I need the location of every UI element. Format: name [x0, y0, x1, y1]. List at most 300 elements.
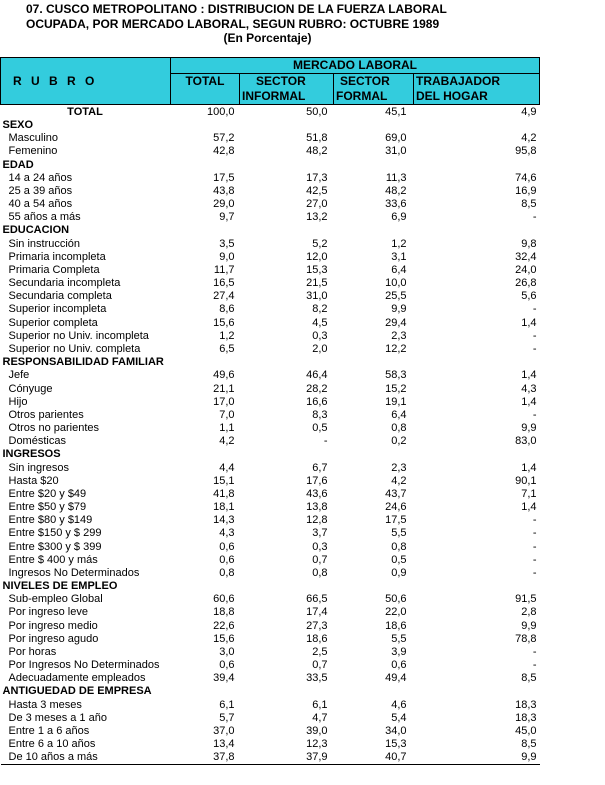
table-body	[1, 105, 540, 765]
table-row	[1, 198, 540, 211]
total-cell: 0,6	[219, 553, 235, 566]
section-header-row	[1, 159, 540, 172]
sector-informal-cell: 8,3	[312, 408, 328, 421]
sector-informal-cell: 42,5	[306, 184, 328, 197]
header-sector-formal: SECTOR FORMAL	[334, 74, 414, 105]
header-rubro: R U B R O	[1, 58, 171, 105]
row-label: Superior no Univ. incompleta	[8, 329, 149, 342]
row-label: Entre $300 y $ 399	[8, 540, 102, 553]
trabajador-hogar-cell: 8,5	[521, 672, 537, 685]
total-cell: 16,5	[213, 277, 235, 290]
trabajador-hogar-cell: 32,4	[515, 250, 537, 263]
row-label: Jefe	[8, 369, 30, 382]
sector-informal-cell	[240, 159, 334, 172]
total-cell: 3,0	[219, 645, 235, 658]
trabajador-hogar-cell: -	[532, 514, 537, 527]
row-label: De 10 años a más	[1, 751, 171, 765]
row-label: SEXO	[2, 119, 34, 132]
sector-informal-cell	[240, 685, 334, 698]
sector-formal-cell: 4,6	[391, 698, 407, 711]
row-label: EDUCACION	[2, 224, 70, 237]
total-cell	[171, 119, 240, 132]
trabajador-hogar-cell: 7,1	[521, 487, 537, 500]
header-total: TOTAL	[171, 74, 240, 105]
sector-formal-cell: 40,7	[334, 751, 414, 765]
sector-formal-cell	[334, 580, 414, 593]
trabajador-hogar-cell: -	[532, 540, 537, 553]
trabajador-hogar-cell: 91,5	[515, 593, 537, 606]
total-cell: 8,6	[219, 303, 235, 316]
table-row	[1, 646, 540, 659]
sector-informal-cell: 17,6	[306, 474, 328, 487]
total-cell: 37,8	[171, 751, 240, 765]
sector-informal-cell: 39,0	[306, 724, 328, 737]
sector-informal-cell	[240, 448, 334, 461]
sector-formal-cell: 43,7	[385, 487, 407, 500]
trabajador-hogar-cell: 2,8	[521, 606, 537, 619]
total-cell: 15,6	[213, 316, 235, 329]
row-label: Otros no parientes	[8, 422, 99, 435]
sector-formal-cell: 0,2	[391, 435, 407, 448]
sector-formal-cell: 17,5	[385, 514, 407, 527]
table-row	[1, 514, 540, 527]
row-label: Masculino	[8, 132, 59, 145]
table-row	[1, 330, 540, 343]
sector-informal-cell: 33,5	[306, 672, 328, 685]
trabajador-hogar-cell: 1,4	[521, 316, 537, 329]
trabajador-hogar-cell	[414, 159, 540, 172]
table-row	[1, 132, 540, 145]
sector-informal-cell	[240, 119, 334, 132]
total-cell	[171, 685, 240, 698]
sector-formal-cell	[334, 356, 414, 369]
total-cell: 18,1	[213, 501, 235, 514]
sector-informal-cell: 27,3	[306, 619, 328, 632]
trabajador-hogar-cell: 18,3	[515, 698, 537, 711]
total-cell: 49,6	[213, 369, 235, 382]
total-cell: 5,7	[219, 711, 235, 724]
trabajador-hogar-cell: 74,6	[515, 171, 537, 184]
table-row	[1, 343, 540, 356]
trabajador-hogar-cell: 4,2	[521, 132, 537, 145]
sector-informal-cell: 43,6	[306, 487, 328, 500]
table-row	[1, 527, 540, 540]
sector-informal-cell: 0,7	[312, 553, 328, 566]
trabajador-hogar-cell: 78,8	[515, 632, 537, 645]
row-label: Adecuadamente empleados	[8, 672, 146, 685]
trabajador-hogar-cell: 45,0	[515, 724, 537, 737]
sector-informal-cell: 6,7	[312, 461, 328, 474]
total-cell: 21,1	[213, 382, 235, 395]
sector-informal-cell: 0,7	[312, 659, 328, 672]
table-row	[1, 211, 540, 224]
sector-formal-cell: 58,3	[385, 369, 407, 382]
table-row	[1, 251, 540, 264]
sector-formal-cell: 33,6	[385, 198, 407, 211]
sector-informal-cell: 17,4	[306, 606, 328, 619]
trabajador-hogar-cell: -	[532, 553, 537, 566]
row-label: Superior completa	[8, 316, 98, 329]
trabajador-hogar-cell: 8,5	[521, 738, 537, 751]
total-cell: 6,1	[219, 698, 235, 711]
sector-informal-cell: 0,3	[312, 329, 328, 342]
total-cell: 4,2	[219, 435, 235, 448]
row-label: Hasta 3 meses	[8, 698, 82, 711]
total-cell: 3,5	[219, 237, 235, 250]
sector-formal-cell: 2,3	[391, 461, 407, 474]
trabajador-hogar-cell: -	[532, 329, 537, 342]
sector-informal-cell: -	[323, 435, 328, 448]
sector-informal-cell: 48,2	[306, 145, 328, 158]
sector-informal-cell: 17,3	[306, 171, 328, 184]
row-label: Sin ingresos	[8, 461, 70, 474]
row-label: Entre $150 y $ 299	[8, 527, 102, 540]
table-row	[1, 396, 540, 409]
total-cell	[171, 448, 240, 461]
sector-formal-cell	[334, 119, 414, 132]
sector-informal-cell: 5,2	[312, 237, 328, 250]
trabajador-hogar-cell: 1,4	[521, 501, 537, 514]
row-label: Entre $80 y $149	[8, 514, 93, 527]
table-row	[1, 435, 540, 448]
total-cell: 11,7	[213, 263, 235, 276]
trabajador-hogar-cell: 90,1	[515, 474, 537, 487]
table-row	[1, 290, 540, 303]
sector-formal-cell: 48,2	[385, 184, 407, 197]
sector-formal-cell	[334, 224, 414, 237]
row-label: 55 años a más	[8, 211, 81, 224]
total-cell: 4,4	[219, 461, 235, 474]
table-row	[1, 725, 540, 738]
row-label: Por ingreso leve	[8, 606, 88, 619]
trabajador-hogar-cell	[414, 685, 540, 698]
table-row	[1, 461, 540, 474]
sector-formal-cell: 3,1	[391, 250, 407, 263]
table-row	[1, 751, 540, 765]
row-label: Por horas	[8, 645, 57, 658]
row-label: Cónyuge	[8, 382, 53, 395]
trabajador-hogar-cell: 9,9	[521, 422, 537, 435]
total-cell: 13,4	[213, 738, 235, 751]
sector-formal-cell: 5,5	[391, 632, 407, 645]
trabajador-hogar-cell: -	[532, 659, 537, 672]
sector-formal-cell: 3,9	[391, 645, 407, 658]
sector-formal-cell: 25,5	[385, 290, 407, 303]
table-row	[1, 738, 540, 751]
section-header-row	[1, 685, 540, 698]
sector-informal-cell	[240, 224, 334, 237]
row-label: Secundaria completa	[8, 290, 112, 303]
row-label: 40 a 54 años	[8, 198, 73, 211]
trabajador-hogar-cell: -	[532, 303, 537, 316]
sector-formal-cell: 6,4	[391, 408, 407, 421]
total-cell: 60,6	[213, 593, 235, 606]
total-cell: 29,0	[213, 198, 235, 211]
total-cell: 1,1	[219, 422, 235, 435]
total-cell: 1,2	[219, 329, 235, 342]
table-row	[1, 699, 540, 712]
row-label: 25 a 39 años	[8, 184, 73, 197]
sector-formal-cell: 31,0	[385, 145, 407, 158]
sector-informal-cell: 0,3	[312, 540, 328, 553]
trabajador-hogar-cell: 18,3	[515, 711, 537, 724]
row-label: EDAD	[2, 158, 34, 171]
total-cell	[171, 580, 240, 593]
sector-formal-cell: 10,0	[385, 277, 407, 290]
sector-formal-cell: 45,1	[385, 105, 407, 118]
sector-informal-cell: 37,9	[240, 751, 334, 765]
row-label: Domésticas	[8, 435, 66, 448]
sector-formal-cell: 34,0	[385, 724, 407, 737]
sector-informal-cell: 27,0	[306, 198, 328, 211]
trabajador-hogar-cell	[414, 448, 540, 461]
table-row	[1, 264, 540, 277]
total-cell: 100,0	[206, 105, 235, 118]
row-label: Sub-empleo Global	[8, 593, 103, 606]
table-row	[1, 185, 540, 198]
table-row	[1, 475, 540, 488]
row-label: ANTIGUEDAD DE EMPRESA	[2, 685, 152, 698]
table-row	[1, 593, 540, 606]
row-label: Ingresos No Determinados	[8, 566, 140, 579]
trabajador-hogar-cell: 4,3	[521, 382, 537, 395]
row-label: INGRESOS	[2, 448, 61, 461]
table-row	[1, 277, 540, 290]
row-label: Secundaria incompleta	[8, 277, 121, 290]
sector-informal-cell: 21,5	[306, 277, 328, 290]
row-label: RESPONSABILIDAD FAMILIAR	[2, 356, 164, 369]
row-label: Hijo	[8, 395, 28, 408]
sector-informal-cell: 3,7	[312, 527, 328, 540]
row-label: Primaria incompleta	[8, 250, 106, 263]
section-header-row	[1, 119, 540, 132]
sector-informal-cell: 18,6	[306, 632, 328, 645]
sector-informal-cell: 12,8	[306, 514, 328, 527]
trabajador-hogar-cell: 5,6	[521, 290, 537, 303]
report-subtitle: (En Porcentaje)	[223, 31, 312, 45]
sector-formal-cell: 18,6	[385, 619, 407, 632]
total-cell: 15,1	[213, 474, 235, 487]
table-row	[1, 369, 540, 382]
sector-informal-cell: 2,0	[312, 343, 328, 355]
sector-informal-cell	[240, 580, 334, 593]
total-cell: 7,0	[219, 408, 235, 421]
row-label: Por ingreso agudo	[8, 632, 99, 645]
sector-informal-cell: 12,3	[306, 738, 328, 751]
trabajador-hogar-cell: 1,4	[521, 461, 537, 474]
report-title-line2: OCUPADA, POR MERCADO LABORAL, SEGUN RUBRO: OCTUBRE 1989	[26, 17, 440, 31]
row-label: Por ingreso medio	[8, 619, 98, 632]
row-label: TOTAL	[67, 105, 103, 118]
total-cell: 18,8	[213, 606, 235, 619]
trabajador-hogar-cell: -	[532, 645, 537, 658]
header-mercado-laboral: MERCADO LABORAL	[171, 58, 540, 74]
sector-informal-cell: 0,5	[312, 422, 328, 435]
section-header-row	[1, 580, 540, 593]
table-row	[1, 567, 540, 580]
total-cell: 42,8	[213, 145, 235, 158]
total-cell: 39,4	[213, 672, 235, 685]
table-row	[1, 554, 540, 567]
row-label: Femenino	[8, 145, 58, 158]
total-cell: 41,8	[213, 487, 235, 500]
total-cell: 0,6	[219, 659, 235, 672]
total-cell: 6,5	[219, 343, 235, 355]
total-cell: 17,0	[213, 395, 235, 408]
total-cell: 0,6	[219, 540, 235, 553]
section-header-row	[1, 448, 540, 461]
total-cell	[171, 356, 240, 369]
trabajador-hogar-cell: -	[532, 343, 537, 355]
sector-formal-cell: 0,9	[391, 566, 407, 579]
table-row	[1, 501, 540, 514]
report-title-line1: 07. CUSCO METROPOLITANO : DISTRIBUCION DE LA FUERZA LABORAL	[26, 2, 447, 16]
row-label: Entre 6 a 10 años	[8, 738, 96, 751]
table-row	[1, 172, 540, 185]
sector-formal-cell: 6,9	[391, 211, 407, 224]
sector-informal-cell: 8,2	[312, 303, 328, 316]
row-label: Entre 1 a 6 años	[8, 724, 90, 737]
trabajador-hogar-cell	[414, 119, 540, 132]
sector-formal-cell: 9,9	[391, 303, 407, 316]
trabajador-hogar-cell: 95,8	[515, 145, 537, 158]
trabajador-hogar-cell: 26,8	[515, 277, 537, 290]
sector-informal-cell: 51,8	[306, 132, 328, 145]
trabajador-hogar-cell: -	[532, 408, 537, 421]
row-label: Por Ingresos No Determinados	[8, 659, 160, 672]
total-cell: 57,2	[213, 132, 235, 145]
table-row	[1, 409, 540, 422]
sector-informal-cell: 4,7	[312, 711, 328, 724]
table-row	[1, 659, 540, 672]
sector-informal-cell: 2,5	[312, 645, 328, 658]
sector-formal-cell: 12,2	[385, 343, 407, 355]
row-label: Superior no Univ. completa	[8, 343, 141, 355]
row-label: Entre $20 y $49	[8, 487, 87, 500]
total-cell: 37,0	[213, 724, 235, 737]
trabajador-hogar-cell: -	[532, 566, 537, 579]
table-row	[1, 303, 540, 316]
sector-informal-cell: 0,8	[312, 566, 328, 579]
row-label: Primaria Completa	[8, 263, 100, 276]
sector-formal-cell: 15,3	[385, 738, 407, 751]
header-trabajador-hogar: TRABAJADOR DEL HOGAR	[414, 74, 540, 105]
sector-formal-cell: 5,5	[391, 527, 407, 540]
trabajador-hogar-cell	[414, 356, 540, 369]
total-cell: 9,7	[219, 211, 235, 224]
sector-formal-cell: 6,4	[391, 263, 407, 276]
table-row	[1, 606, 540, 619]
sector-formal-cell	[334, 448, 414, 461]
sector-formal-cell: 0,8	[391, 540, 407, 553]
trabajador-hogar-cell: 1,4	[521, 395, 537, 408]
table-row	[1, 620, 540, 633]
trabajador-hogar-cell: 9,9	[414, 751, 540, 765]
sector-informal-cell: 15,3	[306, 263, 328, 276]
row-label: Hasta $20	[8, 474, 59, 487]
table-row	[1, 145, 540, 158]
table-row	[1, 712, 540, 725]
row-label: Sin instrucción	[8, 237, 81, 250]
sector-formal-cell: 11,3	[385, 171, 407, 184]
sector-informal-cell: 28,2	[306, 382, 328, 395]
total-cell: 27,4	[213, 290, 235, 303]
total-cell: 43,8	[213, 184, 235, 197]
sector-formal-cell: 2,3	[391, 329, 407, 342]
sector-formal-cell: 69,0	[385, 132, 407, 145]
row-label: NIVELES DE EMPLEO	[2, 580, 118, 593]
sector-formal-cell: 15,2	[385, 382, 407, 395]
sector-formal-cell: 49,4	[385, 672, 407, 685]
section-header-row	[1, 224, 540, 237]
total-cell: 0,8	[219, 566, 235, 579]
trabajador-hogar-cell: 24,0	[515, 263, 537, 276]
table-row	[1, 633, 540, 646]
total-cell: 15,6	[213, 632, 235, 645]
sector-informal-cell: 16,6	[306, 395, 328, 408]
table-row	[1, 238, 540, 251]
sector-informal-cell	[240, 356, 334, 369]
sector-formal-cell: 24,6	[385, 501, 407, 514]
section-header-row	[1, 356, 540, 369]
sector-formal-cell: 19,1	[385, 395, 407, 408]
row-label: Entre $ 400 y más	[8, 553, 98, 566]
sector-formal-cell: 0,6	[391, 659, 407, 672]
table-row	[1, 317, 540, 330]
trabajador-hogar-cell: -	[532, 527, 537, 540]
row-label: Entre $50 y $79	[8, 501, 87, 514]
sector-informal-cell: 46,4	[306, 369, 328, 382]
sector-formal-cell: 1,2	[391, 237, 407, 250]
sector-informal-cell: 13,2	[306, 211, 328, 224]
sector-formal-cell	[334, 685, 414, 698]
sector-informal-cell: 12,0	[306, 250, 328, 263]
trabajador-hogar-cell	[414, 224, 540, 237]
trabajador-hogar-cell: 9,9	[521, 619, 537, 632]
trabajador-hogar-cell: 1,4	[521, 369, 537, 382]
sector-formal-cell	[334, 159, 414, 172]
sector-informal-cell: 50,0	[306, 105, 328, 118]
row-label: 14 a 24 años	[8, 171, 73, 184]
sector-formal-cell: 22,0	[385, 606, 407, 619]
total-cell: 17,5	[213, 171, 235, 184]
sector-informal-cell: 4,5	[312, 316, 328, 329]
total-cell: 14,3	[213, 514, 235, 527]
sector-informal-cell: 6,1	[312, 698, 328, 711]
total-cell: 22,6	[213, 619, 235, 632]
total-cell	[171, 159, 240, 172]
table-row	[1, 672, 540, 685]
row-label: De 3 meses a 1 año	[8, 711, 107, 724]
sector-informal-cell: 66,5	[306, 593, 328, 606]
sector-formal-cell: 50,6	[385, 593, 407, 606]
row-label: Superior incompleta	[8, 303, 107, 316]
sector-formal-cell: 29,4	[385, 316, 407, 329]
trabajador-hogar-cell: 4,9	[521, 105, 537, 118]
trabajador-hogar-cell: 83,0	[515, 435, 537, 448]
sector-informal-cell: 31,0	[306, 290, 328, 303]
table-row	[1, 105, 540, 120]
row-label: Otros parientes	[8, 408, 84, 421]
total-cell	[171, 224, 240, 237]
sector-formal-cell: 0,5	[391, 553, 407, 566]
total-cell: 4,3	[219, 527, 235, 540]
table-row	[1, 382, 540, 395]
table-row	[1, 488, 540, 501]
sector-formal-cell: 4,2	[391, 474, 407, 487]
distribution-table	[0, 57, 540, 765]
sector-formal-cell: 5,4	[391, 711, 407, 724]
